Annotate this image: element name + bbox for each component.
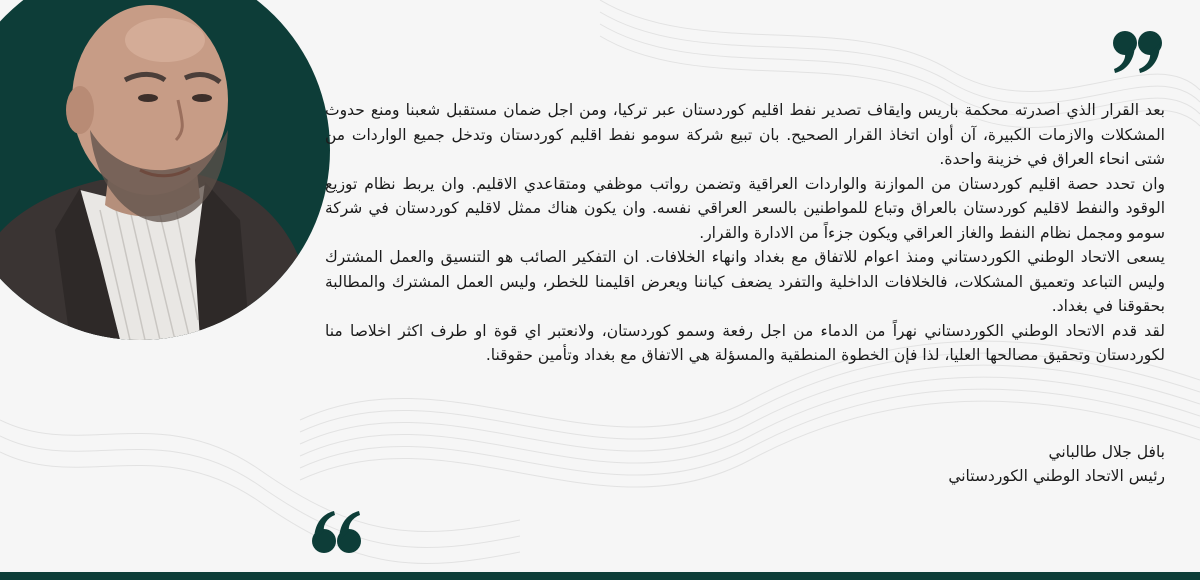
statement-paragraph: بعد القرار الذي اصدرته محكمة باريس وايقاف تصدير نفط اقليم كوردستان عبر تركيا، ومن اجل ضمان مستقبل شعبنا ومنع حدوث المشكلات والازمات الكبيرة، آن أوان اتخاذ القرار الصحيح. بان تبيع شركة سومو نفط اقليم كوردستان وتدخل جميع الواردات من شتى انحاء العراق في خزينة واحدة. (325, 101, 1165, 168)
bottom-accent-bar (0, 572, 1200, 580)
statement-paragraph: يسعى الاتحاد الوطني الكوردستاني ومنذ اعوام للاتفاق مع بغداد وانهاء الخلافات. ان التفكير الصائب هو التنسيق والعمل المشترك وليس التباعد وتعميق المشكلات، فالخلافات الداخلية والتفرد يضعف كياننا ويعرض اقليمنا للخطر، وليس العمل المشترك والمطالبة بحقوقنا في بغداد. (325, 248, 1165, 315)
double-quote-icon (1112, 28, 1164, 74)
portrait-photo (0, 0, 330, 340)
statement-body (325, 98, 1165, 368)
statement-paragraph: وان تحدد حصة اقليم كوردستان من الموازنة والواردات العراقية وتضمن رواتب موظفي ومتقاعدي الاقليم. وان يربط نظام توزيع الوقود والنفط لاقليم كوردستان بالعراق وتباع للمواطنين بالسعر العراقي نفسه. وان يكون هناك ممثل لاقليم كوردستان في شركة سومو ومجمل نظام النفط والغاز العراقي ويكون جزءاً من الادارة والقرار. (325, 174, 1165, 242)
signature-block (685, 440, 1165, 488)
signature-name: بافل جلال طالباني (1048, 443, 1165, 461)
signature-title: رئيس الاتحاد الوطني الكوردستاني (948, 467, 1165, 485)
double-quote-icon (310, 510, 362, 556)
statement-paragraph: لقد قدم الاتحاد الوطني الكوردستاني نهراً من الدماء من اجل رفعة وسمو كوردستان، ولانعتبر اي قوة او طرف اكثر اخلاصا منا لكوردستان وتحقيق مصالحها العليا، لذا فإن الخطوة المنطقية والمسؤلة هي الاتفاق مع بغداد وتأمين حقوقنا. (325, 321, 1165, 364)
